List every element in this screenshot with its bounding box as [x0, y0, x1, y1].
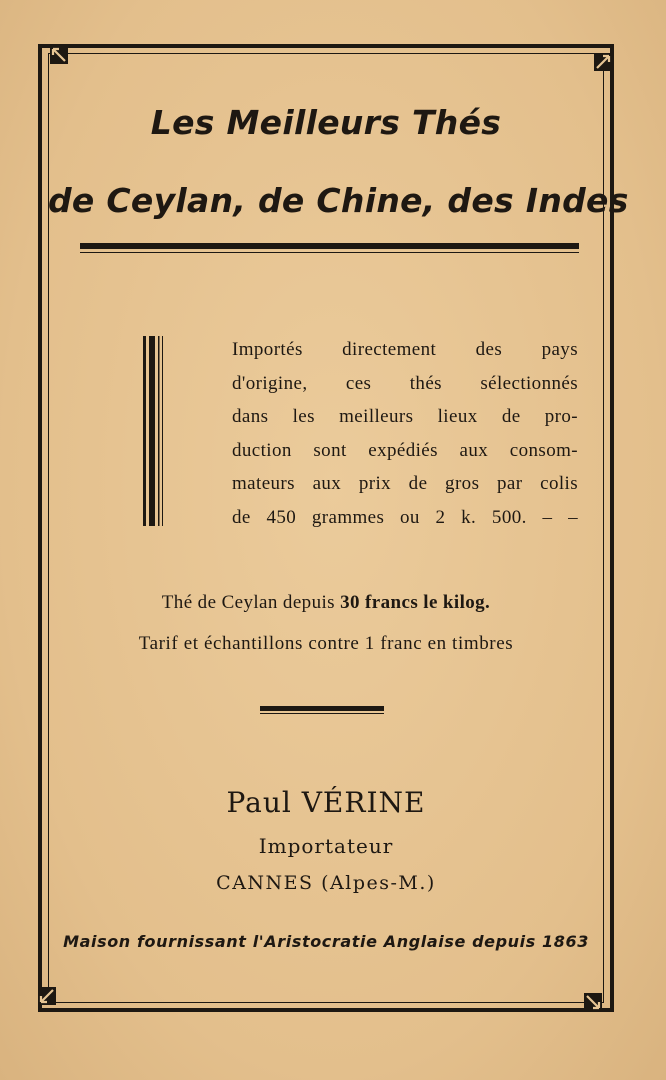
headline-rule-thick	[80, 243, 579, 249]
price-statement	[48, 592, 604, 614]
corner-ornament-bottom-left	[38, 987, 56, 1005]
corner-ornament-top-right	[594, 53, 612, 71]
tariff-statement: Tarif et échantillons contre 1 franc en timbres	[138, 633, 514, 654]
corner-ornament-bottom-right	[584, 993, 602, 1011]
headline-rule-thin	[80, 252, 579, 253]
merchant-name: Paul VÉRINE	[226, 786, 426, 819]
body-line: Importés directement des pays	[232, 339, 578, 360]
body-line: mateurs aux prix de gros par colis	[232, 473, 578, 494]
separator-rule-thin	[260, 713, 384, 714]
merchant-role: Importateur	[258, 834, 394, 858]
corner-ornament-top-left	[50, 46, 68, 64]
headline-line-2: de Ceylan, de Chine, des Indes	[48, 181, 629, 220]
price-prefix: Thé de Ceylan depuis	[161, 592, 335, 613]
body-paragraph	[232, 333, 578, 534]
price-value: 30 francs le kilog.	[340, 592, 491, 613]
body-line: dans les meilleurs lieux de pro-	[232, 406, 578, 427]
separator-rule-thick	[260, 706, 384, 711]
body-line: de 450 grammes ou 2 k. 500. – –	[232, 506, 578, 528]
footer-tagline: Maison fournissant l'Aristocratie Anglaise depuis 1863	[63, 932, 589, 951]
body-line: duction sont expédiés aux consom-	[232, 439, 578, 461]
body-line: d'origine, ces thés sélectionnés	[232, 372, 578, 394]
merchant-place: CANNES (Alpes-M.)	[216, 872, 436, 894]
headline-line-1: Les Meilleurs Thés	[150, 103, 502, 142]
vertical-bar-ornament	[143, 336, 167, 526]
